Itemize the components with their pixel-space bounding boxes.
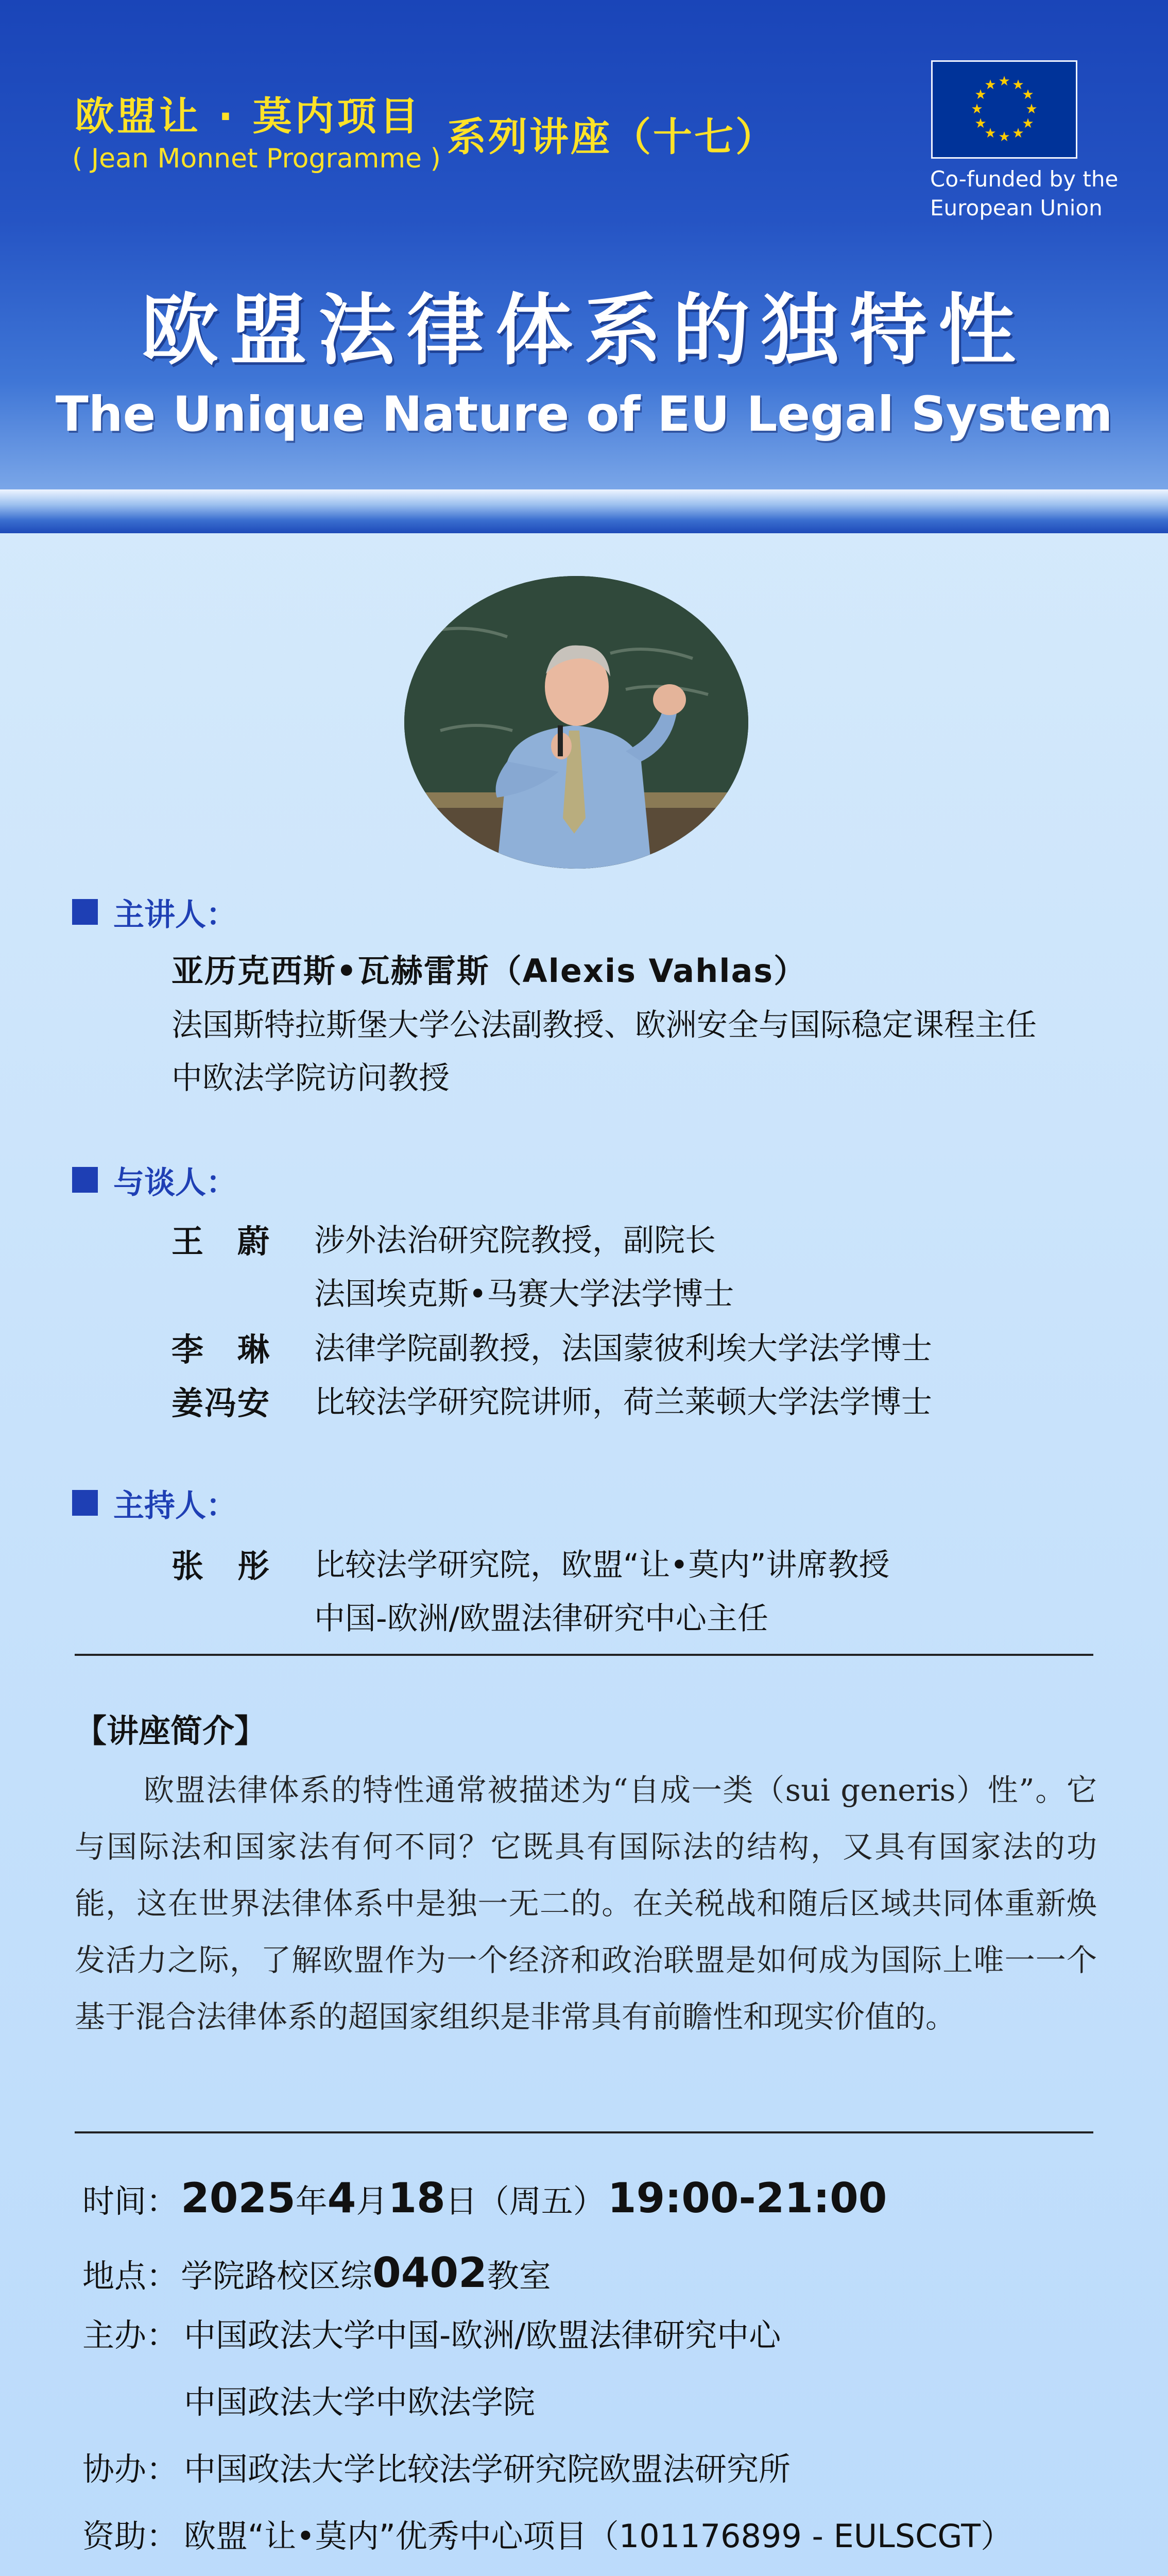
host-desc: 比较法学研究院，欧盟“让•莫内”讲席教授 (314, 1547, 890, 1583)
svg-text:★: ★ (1012, 77, 1024, 93)
svg-text:★: ★ (971, 101, 983, 117)
eu-cofunded-line2: European Union (930, 195, 1103, 221)
place-room: 0402 (372, 2249, 487, 2297)
lecture-series-label: 系列讲座（十七） (447, 114, 777, 160)
time-day: 18 (388, 2174, 445, 2222)
svg-text:★: ★ (974, 116, 987, 131)
place-row (82, 2249, 551, 2297)
svg-text:★: ★ (998, 129, 1010, 145)
time-year: 2025 (181, 2174, 296, 2222)
discussant-name: 李 琳 (171, 1331, 271, 1368)
svg-text:★: ★ (998, 74, 1010, 89)
discussant-name: 王 蔚 (171, 1223, 271, 1260)
discussant-desc: 法律学院副教授，法国蒙彼利埃大学法学博士 (314, 1331, 932, 1367)
time-month-unit: 月 (356, 2182, 388, 2220)
discussants-label: 与谈人： (113, 1165, 237, 1201)
time-day-unit: 日（周五） (445, 2182, 605, 2220)
svg-text:★: ★ (1022, 87, 1034, 103)
lecture-title-en: The Unique Nature of EU Legal System (55, 386, 1113, 443)
eu-cofunded-text (930, 165, 1146, 223)
organizer-label: 主办： (82, 2316, 179, 2354)
discussant-desc: 法国埃克斯•马赛大学法学博士 (314, 1276, 734, 1312)
speaker-title-line1: 法国斯特拉斯堡大学公法副教授、欧洲安全与国际稳定课程主任 (171, 1007, 1037, 1043)
organizer-1: 中国政法大学中国-欧洲/欧盟法律研究中心 (184, 2316, 781, 2354)
speaker-label: 主讲人： (113, 897, 237, 933)
intro-paragraph: 欧盟法律体系的特性通常被描述为“自成一类（sui generis）性”。它与国际法和国家法有何不同？它既具有国际法的结构，又具有国家法的功能，这在世界法律体系中是独一无二的。在关税战和随后区域共同体重新焕发活力之际，了解欧盟作为一个经济和政治联盟是如何成为国际上唯一一个基于混合法律体系的超国家组织是非常具有前瞻性和现实价值的。 (75, 1772, 1097, 2035)
time-month: 4 (327, 2174, 356, 2222)
header-divider-band (0, 489, 1168, 533)
eu-flag-icon (931, 60, 1077, 159)
place-label: 地点： (82, 2257, 179, 2295)
eu-cofunded-line1: Co-funded by the (930, 166, 1119, 192)
section-divider (75, 2131, 1093, 2133)
section-divider (75, 1654, 1093, 1656)
host-name: 张 彤 (171, 1547, 271, 1585)
section-bullet-icon (72, 1167, 98, 1193)
discussant-name: 姜冯安 (171, 1384, 271, 1422)
section-bullet-icon (72, 1490, 98, 1516)
time-label: 时间： (82, 2182, 179, 2220)
discussant-desc: 比较法学研究院讲师，荷兰莱顿大学法学博士 (314, 1384, 932, 1420)
svg-text:★: ★ (984, 126, 997, 141)
organizer-2: 中国政法大学中欧法学院 (184, 2383, 536, 2421)
host-label: 主持人： (113, 1488, 237, 1524)
svg-text:★: ★ (1022, 116, 1034, 131)
funding-1: 欧盟“让•莫内”优秀中心项目（101176899 - EULSCGT） (184, 2517, 1013, 2555)
time-row (82, 2174, 887, 2222)
svg-text:★: ★ (1012, 126, 1024, 141)
svg-text:★: ★ (974, 87, 987, 103)
svg-text:★: ★ (984, 77, 997, 93)
co-organizer: 中国政法大学比较法学研究院欧盟法研究所 (184, 2450, 791, 2488)
speaker-name: 亚历克西斯•瓦赫雷斯（Alexis Vahlas） (171, 952, 807, 990)
time-year-unit: 年 (295, 2182, 328, 2220)
programme-title-en: ( Jean Monnet Programme ) (72, 143, 441, 174)
funding-label: 资助： (82, 2517, 179, 2555)
programme-title-cn: 欧盟让 · 莫内项目 (75, 93, 422, 139)
intro-heading: 【讲座简介】 (75, 1712, 267, 1750)
svg-text:★: ★ (1025, 101, 1038, 117)
speaker-title-line2: 中欧法学院访问教授 (171, 1060, 450, 1096)
host-desc: 中国-欧洲/欧盟法律研究中心主任 (314, 1601, 768, 1637)
time-range: 19:00-21:00 (607, 2174, 887, 2222)
lecture-title-cn: 欧盟法律体系的独特性 (141, 286, 1027, 376)
speaker-photo (404, 576, 748, 869)
place-pre: 学院路校区综 (181, 2257, 373, 2295)
section-bullet-icon (72, 899, 98, 925)
discussant-desc: 涉外法治研究院教授，副院长 (314, 1223, 716, 1259)
co-organizer-label: 协办： (82, 2450, 179, 2488)
place-post: 教室 (487, 2257, 551, 2295)
